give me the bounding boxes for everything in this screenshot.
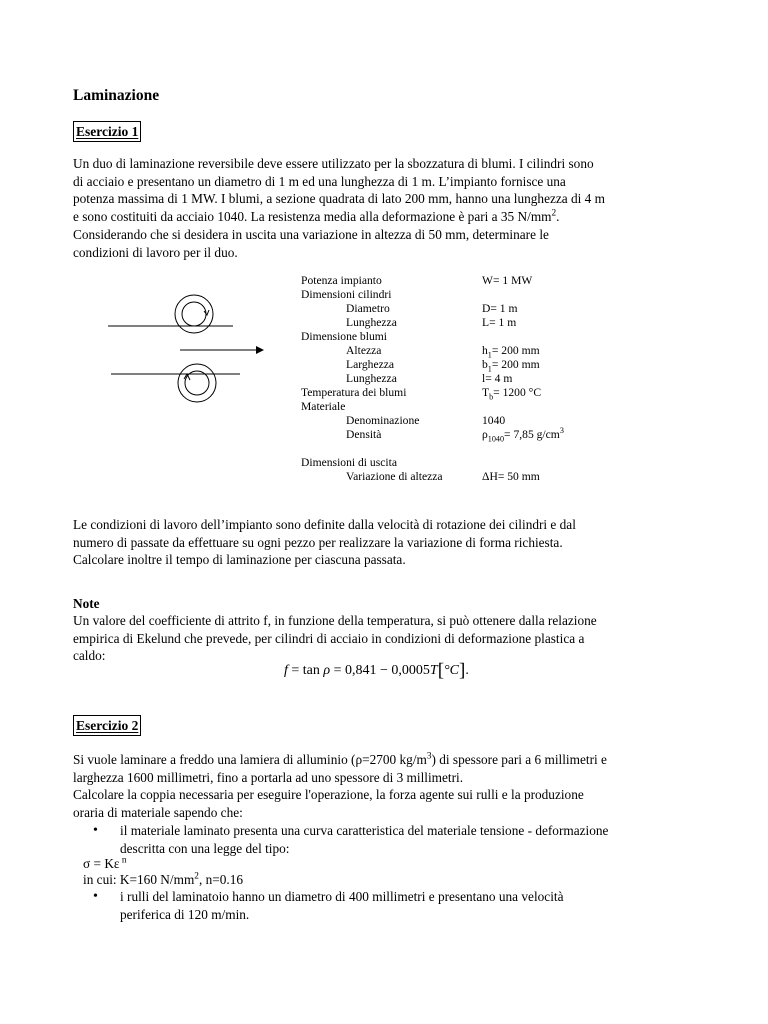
text-line: Un duo di laminazione reversibile deve essere utilizzato per la sbozzatura di blumi. I cilindri sono	[73, 156, 594, 171]
text-line: Le condizioni di lavoro dell’impianto sono definite dalla velocità di rotazione dei cilindri e dal	[73, 517, 576, 532]
bullet-icon: •	[93, 823, 98, 838]
rolling-mill-diagram	[108, 290, 268, 420]
text-line: Considerando che si desidera in uscita una variazione in altezza di 50 mm, determinare le	[73, 226, 549, 242]
formula-symbol: ρ	[323, 663, 331, 678]
superscript: 2	[551, 208, 557, 219]
table-value: ΔH= 50 mm	[482, 470, 540, 483]
text-line	[73, 208, 695, 226]
lower-roll-outer	[178, 364, 216, 402]
table-label: Densità	[346, 428, 382, 441]
table-label: Dimensioni di uscita	[301, 456, 397, 469]
text-line: il materiale laminato presenta una curva caratteristica del materiale tensione - deformazione	[120, 823, 609, 838]
text-span: h	[482, 344, 488, 357]
table-label: Materiale	[301, 400, 346, 413]
table-value	[482, 428, 564, 442]
table-label: Larghezza	[346, 358, 395, 371]
text-span: = 1200 °C	[493, 386, 542, 399]
superscript: 3	[426, 751, 432, 762]
text-line: potenza massima di 1 MW. I blumi, a sezione quadrata di lato 200 mm, hanno una lunghezza di 4 m	[73, 191, 605, 207]
text-span: e sono costituiti da acciaio 1040. La resistenza media alla deformazione è pari a 35 N/mm	[73, 209, 552, 225]
table-value	[482, 344, 540, 358]
table-label: Altezza	[346, 344, 382, 357]
text-span: = 200 mm	[491, 358, 540, 371]
text-span: = 7,85 g/cm	[504, 428, 560, 441]
exercise-1-heading: Esercizio 1	[73, 121, 141, 142]
text-line	[73, 751, 695, 769]
table-value: l= 4 m	[482, 372, 513, 385]
text-line: caldo:	[73, 648, 106, 664]
text-span: T	[482, 386, 490, 399]
table-label: Dimensioni cilindri	[301, 288, 392, 301]
table-value: 1040	[482, 414, 506, 427]
table-label: Denominazione	[346, 414, 420, 427]
subscript: 1040	[487, 434, 505, 444]
subscript: 1	[487, 350, 492, 360]
formula-text: .	[465, 663, 469, 678]
direction-arrow-head	[256, 346, 264, 354]
text-span: = 200 mm	[491, 344, 540, 357]
table-value: D= 1 m	[482, 302, 518, 315]
text-line: Un valore del coefficiente di attrito f, in funzione della temperatura, si può ottenere dalla relazione	[73, 613, 597, 628]
table-label: Lunghezza	[346, 316, 397, 329]
text-line: Calcolare la coppia necessaria per eseguire l'operazione, la forza agente sui rulli e la produzione	[73, 787, 584, 803]
formula-bracket: [	[437, 660, 445, 681]
formula-text: = tan	[287, 663, 324, 678]
table-label: Lunghezza	[346, 372, 397, 385]
text-line: larghezza 1600 millimetri, fino a portarla ad uno spessore di 3 millimetri.	[73, 769, 464, 785]
table-label: Temperatura dei blumi	[301, 386, 407, 399]
exercise-1-statement	[73, 155, 695, 261]
text-span: ρ	[482, 428, 488, 441]
table-value: W= 1 MW	[482, 274, 533, 287]
table-label: Potenza impianto	[301, 274, 382, 287]
exercise-2-statement	[73, 751, 695, 822]
superscript: n	[119, 855, 127, 866]
text-line: numero di passate da effettuare su ogni pezzo per realizzare la variazione di forma richiesta.	[73, 534, 563, 550]
exercise-1-conditions	[73, 516, 695, 569]
table-label: Dimensione blumi	[301, 330, 387, 343]
list-item	[95, 822, 695, 857]
text-line: condizioni di lavoro per il duo.	[73, 244, 238, 260]
formula-symbol: T	[429, 663, 438, 678]
lower-roll-inner	[185, 371, 209, 395]
text-line: di acciaio e presentano un diametro di 1 m ed una lunghezza di 1 m. L’impianto fornisce una	[73, 173, 566, 189]
table-label: Variazione di altezza	[346, 470, 443, 483]
note-text	[73, 612, 695, 665]
superscript: 2	[194, 871, 199, 882]
text-line: periferica di 120 m/min.	[120, 906, 250, 922]
text-line: i rulli del laminatoio hanno un diametro di 400 millimetri e presentano una velocità	[120, 889, 564, 904]
text-span: ) di spessore pari a 6 millimetri e	[431, 752, 607, 767]
exercise-2-heading: Esercizio 2	[73, 715, 141, 736]
ekelund-formula	[284, 660, 469, 682]
table-value: L= 1 m	[482, 316, 517, 329]
note-heading: Note	[73, 596, 100, 611]
subscript: 1	[487, 364, 492, 374]
subscript: b	[489, 392, 494, 402]
text-line: empirica di Ekelund che prevede, per cilindri di acciaio in condizioni di deformazione plastica a	[73, 630, 585, 646]
text-span: Si vuole laminare a freddo una lamiera di alluminio (ρ=2700 kg/m	[73, 752, 427, 767]
formula-text: = 0,841 − 0,0005	[330, 663, 430, 678]
formula-bracket: ]	[458, 660, 466, 681]
bullet-icon: •	[93, 889, 98, 904]
text-line: oraria di materiale sapendo che:	[73, 805, 243, 821]
upper-roll-inner	[182, 302, 206, 326]
formula-unit: °C	[444, 663, 459, 678]
text-line: Calcolare inoltre il tempo di laminazione per ciascuna passata.	[73, 552, 406, 568]
superscript: 3	[559, 426, 564, 436]
table-value	[482, 358, 540, 372]
upper-roll-arrow	[204, 310, 209, 315]
text-line: descritta con una legge del tipo:	[120, 840, 290, 856]
table-value	[482, 386, 541, 400]
text-span: σ = Kε	[83, 856, 120, 871]
table-label: Diametro	[346, 302, 390, 315]
text-span: b	[482, 358, 488, 371]
list-item	[95, 888, 695, 923]
text-span: .	[556, 209, 560, 225]
law-parameters	[83, 871, 243, 889]
text-span: , n=0.16	[198, 872, 244, 887]
text-span: in cui: K=160 N/mm	[83, 872, 195, 887]
page-title: Laminazione	[73, 87, 160, 104]
formula-symbol: f	[284, 663, 288, 678]
